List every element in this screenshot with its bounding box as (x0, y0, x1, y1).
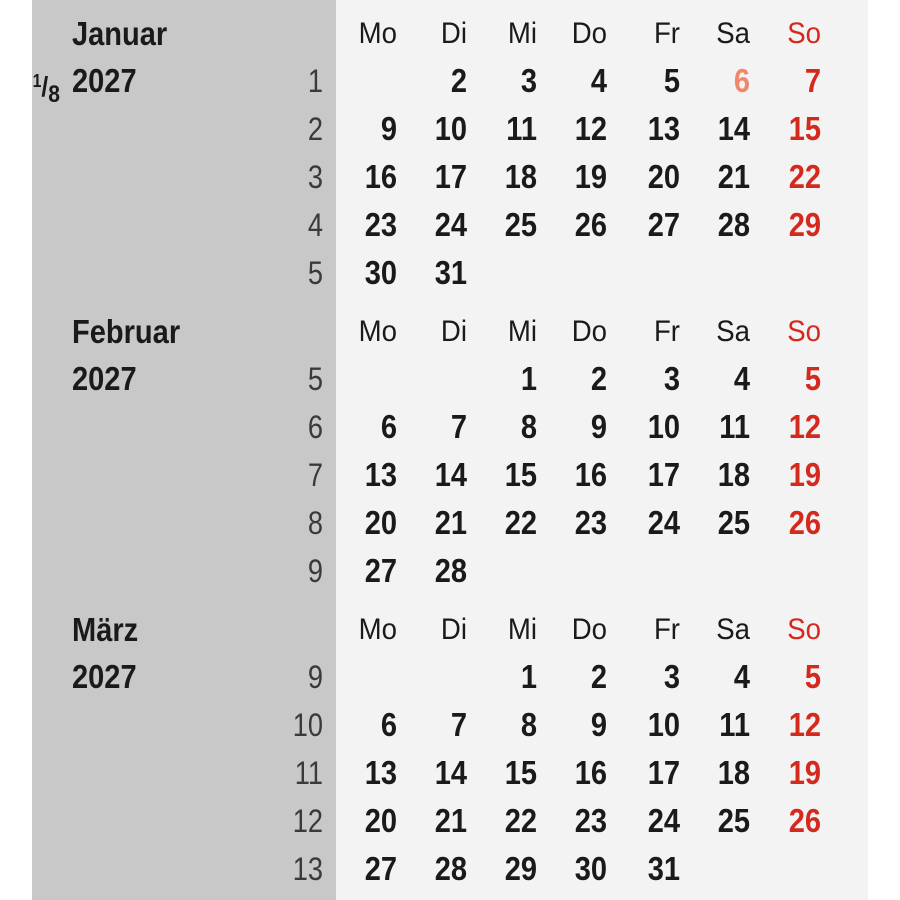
week-number: 13 (292, 851, 323, 887)
week-number: 12 (292, 803, 323, 839)
day-cell: 20 (647, 158, 680, 195)
day-cell: 16 (364, 158, 397, 195)
day-cell: 12 (788, 706, 821, 743)
day-cell: 27 (364, 850, 397, 887)
day-cell: 17 (434, 158, 467, 195)
day-cell: 19 (574, 158, 607, 195)
weekday-header: Fr (653, 315, 680, 348)
day-cell: 10 (434, 110, 467, 147)
week-number: 9 (307, 553, 323, 589)
day-cell: 28 (717, 206, 750, 243)
weekday-header: Mi (507, 17, 537, 50)
day-cell: 20 (364, 802, 397, 839)
day-cell: 28 (434, 850, 467, 887)
day-cell: 11 (719, 706, 750, 743)
day-cell: 2 (450, 62, 467, 99)
day-cell: 13 (364, 456, 397, 493)
day-cell: 17 (647, 456, 680, 493)
day-cell: 21 (717, 158, 750, 195)
weekday-header: Di (440, 17, 467, 50)
day-cell: 27 (647, 206, 680, 243)
day-cell: 22 (788, 158, 821, 195)
day-cell: 14 (434, 456, 467, 493)
week-number: 10 (292, 707, 323, 743)
day-cell: 31 (647, 850, 680, 887)
week-number: 8 (307, 505, 323, 541)
weekday-header: Di (440, 315, 467, 348)
day-cell: 13 (647, 110, 680, 147)
day-cell: 7 (450, 408, 467, 445)
day-cell: 2 (590, 360, 607, 397)
day-cell: 24 (647, 802, 680, 839)
day-cell: 1 (520, 658, 537, 695)
day-cell: 9 (590, 408, 607, 445)
day-cell: 26 (788, 504, 821, 541)
day-cell: 15 (788, 110, 821, 147)
day-cell: 30 (574, 850, 607, 887)
day-cell: 18 (717, 754, 750, 791)
day-cell: 25 (717, 504, 750, 541)
weekday-header: Mi (507, 613, 537, 646)
day-cell: 25 (717, 802, 750, 839)
week-number: 5 (307, 361, 323, 397)
day-cell: 24 (647, 504, 680, 541)
day-cell: 9 (380, 110, 397, 147)
day-cell: 2 (590, 658, 607, 695)
day-cell: 17 (647, 754, 680, 791)
weekday-header: Do (571, 613, 607, 646)
day-cell: 3 (663, 360, 680, 397)
day-cell: 5 (663, 62, 680, 99)
month-name: Februar (72, 313, 181, 350)
day-cell: 5 (804, 658, 821, 695)
day-cell: 5 (804, 360, 821, 397)
day-cell: 28 (434, 552, 467, 589)
weekday-header: So (787, 613, 821, 646)
week-number: 7 (307, 457, 323, 493)
week-number: 5 (307, 255, 323, 291)
week-number: 9 (307, 659, 323, 695)
day-cell: 9 (590, 706, 607, 743)
day-cell: 26 (574, 206, 607, 243)
day-cell: 16 (574, 754, 607, 791)
day-cell: 21 (434, 802, 467, 839)
day-cell: 22 (504, 802, 537, 839)
weekday-header: Mo (358, 613, 397, 646)
weekday-header: So (787, 315, 821, 348)
day-cell: 20 (364, 504, 397, 541)
day-cell: 15 (504, 754, 537, 791)
day-cell: 8 (520, 408, 537, 445)
day-cell: 4 (733, 658, 750, 695)
day-cell: 23 (364, 206, 397, 243)
month-year: 2027 (72, 360, 137, 397)
day-cell: 24 (434, 206, 467, 243)
day-cell: 4 (733, 360, 750, 397)
weekday-header: Mo (358, 17, 397, 50)
day-cell: 4 (590, 62, 607, 99)
weekday-header: Fr (653, 17, 680, 50)
day-cell: 14 (434, 754, 467, 791)
week-number: 6 (307, 409, 323, 445)
day-cell: 11 (506, 110, 537, 147)
day-cell: 8 (520, 706, 537, 743)
day-cell: 18 (504, 158, 537, 195)
day-cell: 3 (663, 658, 680, 695)
weekday-header: Do (571, 17, 607, 50)
day-cell: 7 (804, 62, 821, 99)
day-cell: 15 (504, 456, 537, 493)
day-cell: 23 (574, 504, 607, 541)
day-cell: 26 (788, 802, 821, 839)
day-cell: 30 (364, 254, 397, 291)
day-cell: 21 (434, 504, 467, 541)
month-name: März (72, 611, 139, 648)
weekday-header: Sa (716, 17, 750, 50)
day-cell: 6 (380, 408, 397, 445)
week-number: 2 (307, 111, 323, 147)
day-cell: 12 (574, 110, 607, 147)
weekday-header: So (787, 17, 821, 50)
week-number: 1 (307, 63, 323, 99)
weekday-header: Sa (716, 315, 750, 348)
day-cell: 29 (504, 850, 537, 887)
day-cell: 6 (380, 706, 397, 743)
day-cell: 10 (647, 408, 680, 445)
day-cell: 13 (364, 754, 397, 791)
day-cell: 12 (788, 408, 821, 445)
weekday-header: Fr (653, 613, 680, 646)
weekday-header: Mi (507, 315, 537, 348)
day-cell: 22 (504, 504, 537, 541)
day-cell: 6 (733, 62, 750, 99)
day-cell: 11 (719, 408, 750, 445)
day-cell-split: $^1/_8$ (32, 71, 60, 108)
day-cell: 31 (434, 254, 467, 291)
month-year: 2027 (72, 658, 137, 695)
month-year: 2027 (72, 62, 137, 99)
weekday-header: Sa (716, 613, 750, 646)
weekday-header: Mo (358, 315, 397, 348)
day-cell: 18 (717, 456, 750, 493)
day-cell: 16 (574, 456, 607, 493)
day-cell: 27 (364, 552, 397, 589)
day-cell: 10 (647, 706, 680, 743)
day-cell: 14 (717, 110, 750, 147)
day-cell: 7 (450, 706, 467, 743)
weekday-header: Di (440, 613, 467, 646)
day-cell: 25 (504, 206, 537, 243)
day-cell: 19 (788, 456, 821, 493)
day-cell: 3 (520, 62, 537, 99)
month-name: Januar (72, 15, 168, 52)
weekday-header: Do (571, 315, 607, 348)
day-cell: 19 (788, 754, 821, 791)
day-cell: 29 (788, 206, 821, 243)
week-number: 3 (307, 159, 323, 195)
day-cell: 1 (520, 360, 537, 397)
week-number: 4 (307, 207, 323, 243)
day-cell: 23 (574, 802, 607, 839)
week-number: 11 (294, 755, 323, 791)
